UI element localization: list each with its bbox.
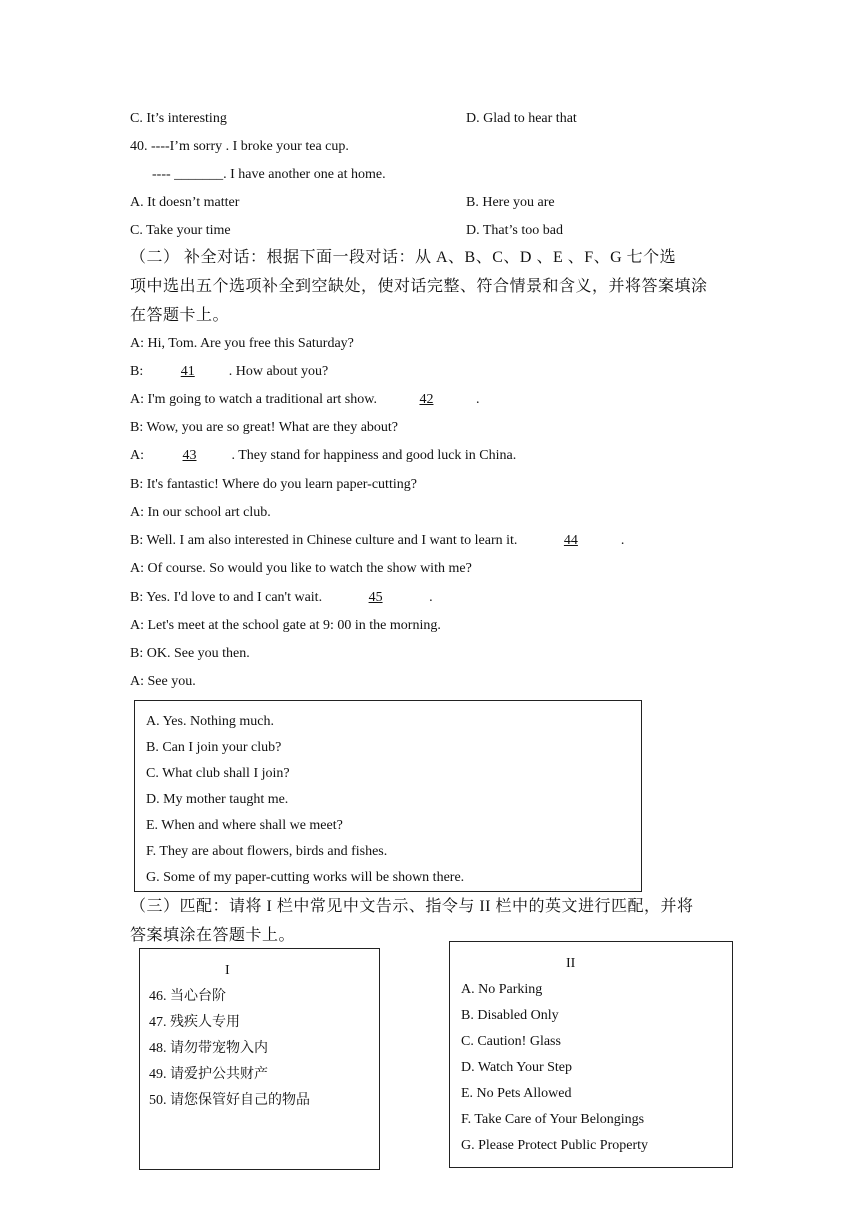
- answer-blank-43: 43: [182, 448, 197, 463]
- dialogue-line: B: It's fantastic! Where do you learn paper-cutting?: [130, 477, 417, 492]
- column-i-item-48: 48. 请勿带宠物入内: [149, 1041, 268, 1056]
- dialogue-text: . They stand for happiness and good luck in China.: [231, 448, 517, 463]
- option-c: C. What club shall I join?: [146, 766, 290, 781]
- answer-blank-42: 42: [419, 392, 434, 407]
- dialogue-line: [130, 589, 433, 607]
- dialogue-speaker: B:: [130, 364, 147, 379]
- column-ii-option-d: D. Watch Your Step: [461, 1060, 573, 1075]
- section2-heading-line2: 项中选出五个选项补全到空缺处，使对话完整、符合情景和含义，并将答案填涂: [130, 278, 708, 295]
- answer-blank-44: 44: [563, 533, 578, 548]
- section3-heading-line1: （三）匹配：请将 I 栏中常见中文告示、指令与 II 栏中的英文进行匹配，并将: [130, 898, 694, 915]
- section3-heading-line2: 答案填涂在答题卡上。: [130, 927, 296, 944]
- column-ii-option-f: F. Take Care of Your Belongings: [461, 1112, 645, 1127]
- dialogue-text: .: [620, 533, 625, 548]
- column-ii-option-g: G. Please Protect Public Property: [461, 1138, 649, 1153]
- section2-heading-line1: （二） 补全对话：根据下面一段对话：从 A、B、C、D 、E 、F、G 七个选: [130, 249, 677, 266]
- dialogue-line: [130, 363, 328, 381]
- matching-column-i: [139, 948, 380, 1170]
- q40-option-b: B. Here you are: [466, 195, 555, 210]
- column-ii-option-e: E. No Pets Allowed: [461, 1086, 572, 1101]
- dialogue-options-box: [134, 700, 642, 892]
- dialogue-text: . How about you?: [228, 364, 329, 379]
- q39-option-c: C. It’s interesting: [130, 111, 227, 126]
- dialogue-text: .: [425, 590, 433, 605]
- column-i-item-50: 50. 请您保管好自己的物品: [149, 1093, 310, 1108]
- column-i-item-46: 46. 当心台阶: [149, 989, 226, 1004]
- column-ii-title: II: [566, 956, 576, 971]
- option-d: D. My mother taught me.: [146, 792, 289, 807]
- column-ii-option-a: A. No Parking: [461, 982, 543, 997]
- dialogue-line: A: In our school art club.: [130, 505, 271, 520]
- option-e: E. When and where shall we meet?: [146, 818, 343, 833]
- matching-column-ii: [449, 941, 733, 1168]
- dialogue-line: A: Let's meet at the school gate at 9: 00 in the morning.: [130, 618, 441, 633]
- column-i-item-49: 49. 请爱护公共财产: [149, 1067, 268, 1082]
- section2-heading-line3: 在答题卡上。: [130, 307, 230, 324]
- dialogue-speaker: A:: [130, 448, 148, 463]
- q40-option-a: A. It doesn’t matter: [130, 195, 240, 210]
- dialogue-line: B: OK. See you then.: [130, 646, 250, 661]
- dialogue-line: [130, 447, 516, 465]
- q40-option-d: D. That’s too bad: [466, 223, 563, 238]
- dialogue-text: .: [472, 392, 480, 407]
- column-ii-option-b: B. Disabled Only: [461, 1008, 559, 1023]
- dialogue-line: B: Wow, you are so great! What are they about?: [130, 420, 399, 435]
- option-a: A. Yes. Nothing much.: [146, 714, 274, 729]
- answer-blank-41: 41: [180, 364, 195, 379]
- q40-option-c: C. Take your time: [130, 223, 231, 238]
- column-i-item-47: 47. 残疾人专用: [149, 1015, 240, 1030]
- dialogue-line: A: Hi, Tom. Are you free this Saturday?: [130, 336, 354, 351]
- option-f: F. They are about flowers, birds and fishes.: [146, 844, 388, 859]
- dialogue-text: B: Yes. I'd love to and I can't wait.: [130, 590, 326, 605]
- dialogue-line: A: Of course. So would you like to watch the show with me?: [130, 561, 472, 576]
- option-g: G. Some of my paper-cutting works will be shown there.: [146, 870, 465, 885]
- column-i-title: I: [225, 963, 230, 978]
- dialogue-text: B: Well. I am also interested in Chinese culture and I want to learn it.: [130, 533, 521, 548]
- q39-option-d: D. Glad to hear that: [466, 111, 577, 126]
- q40-reply: ---- _______. I have another one at home.: [152, 167, 386, 182]
- dialogue-line: A: See you.: [130, 674, 196, 689]
- dialogue-line: [130, 391, 479, 409]
- q40-question: 40. ----I’m sorry . I broke your tea cup.: [130, 139, 349, 154]
- option-b: B. Can I join your club?: [146, 740, 282, 755]
- dialogue-line: [130, 532, 624, 550]
- dialogue-text: A: I'm going to watch a traditional art show.: [130, 392, 381, 407]
- column-ii-option-c: C. Caution! Glass: [461, 1034, 561, 1049]
- answer-blank-45: 45: [368, 590, 383, 605]
